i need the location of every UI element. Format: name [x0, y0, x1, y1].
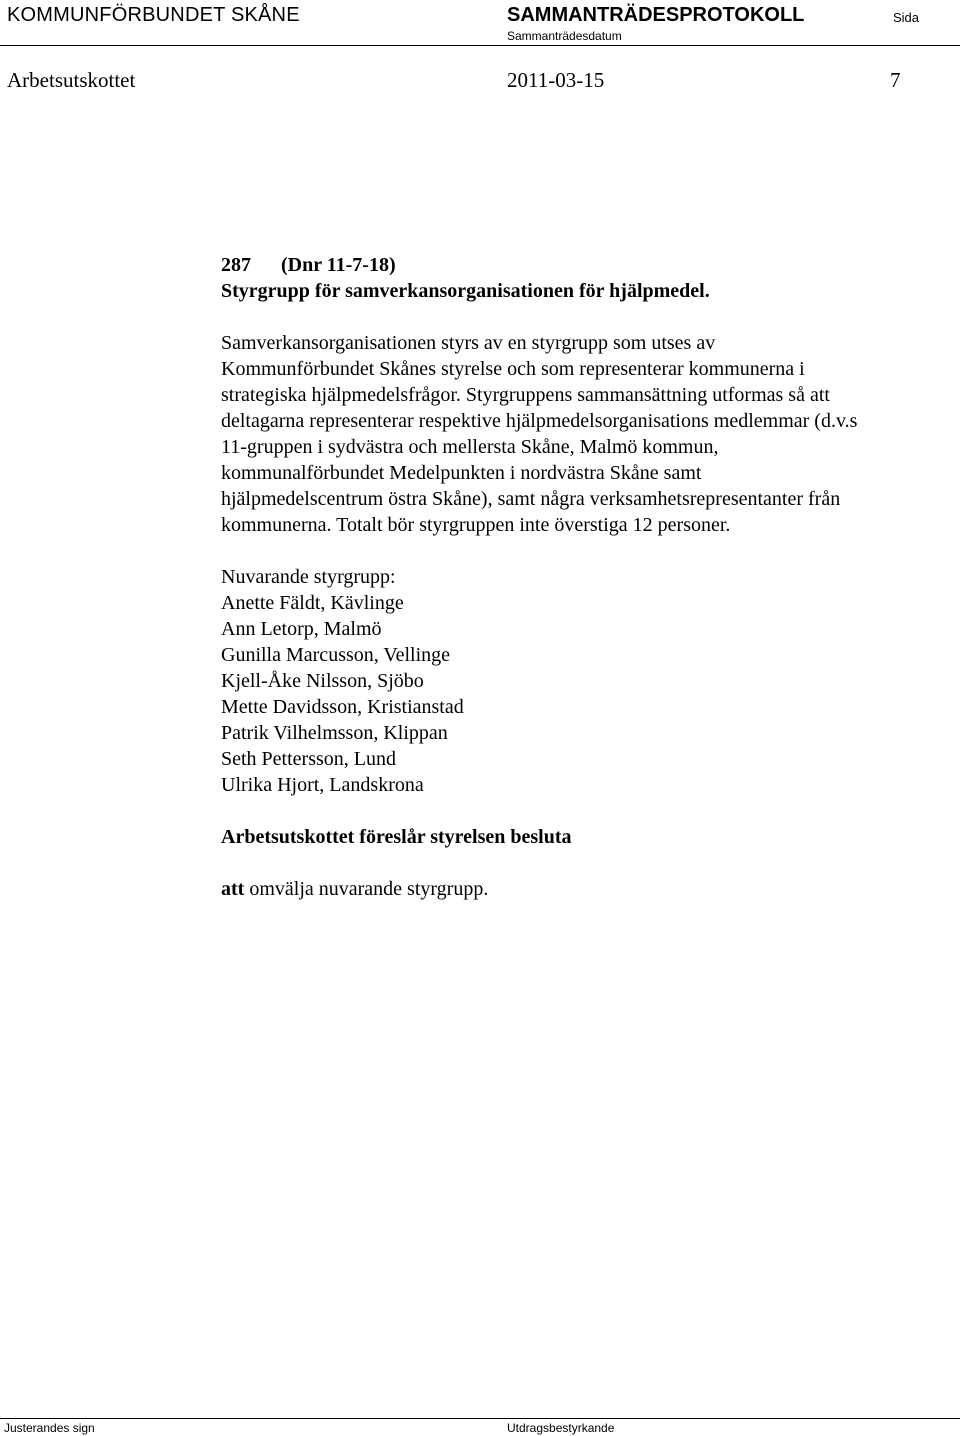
meeting-date-label: Sammanträdesdatum [507, 29, 622, 43]
document-type: SAMMANTRÄDESPROTOKOLL [507, 4, 805, 26]
decision-keyword: att [221, 878, 245, 900]
body-line: hjälpmedelscentrum östra Skåne), samt några verksamhetsrepresentanter från [221, 488, 841, 510]
member-item: Ann Letorp, Malmö [221, 618, 382, 640]
body-line: strategiska hjälpmedelsfrågor. Styrgruppens sammansättning utformas så att [221, 384, 830, 406]
page-number: 7 [890, 68, 901, 92]
member-item: Anette Fäldt, Kävlinge [221, 592, 404, 614]
member-item: Mette Davidsson, Kristianstad [221, 696, 464, 718]
footer-divider [0, 1418, 960, 1419]
member-item: Kjell-Åke Nilsson, Sjöbo [221, 670, 424, 692]
decision-line [221, 876, 941, 902]
body-line: Samverkansorganisationen styrs av en styrgrupp som utses av [221, 332, 716, 354]
committee-name: Arbetsutskottet [7, 68, 136, 92]
header-divider [0, 45, 960, 46]
body-line: kommunerna. Totalt bör styrgruppen inte överstiga 12 personer. [221, 514, 731, 536]
attest-label: Utdragsbestyrkande [507, 1421, 615, 1435]
member-item: Ulrika Hjort, Landskrona [221, 774, 424, 796]
case-dnr: (Dnr 11-7-18) [281, 254, 396, 276]
members-section [221, 564, 941, 798]
body-line: Kommunförbundet Skånes styrelse och som representerar kommunerna i [221, 358, 805, 380]
body-line: deltagarna representerar respektive hjälpmedelsorganisations medlemmar (d.v.s [221, 410, 858, 432]
case-title: Styrgrupp för samverkansorganisationen för hjälpmedel. [221, 280, 710, 302]
proposal-heading: Arbetsutskottet föreslår styrelsen besluta [221, 826, 572, 848]
signature-label: Justerandes sign [4, 1421, 95, 1435]
case-number: 287 [221, 254, 251, 276]
member-item: Gunilla Marcusson, Vellinge [221, 644, 451, 666]
member-item: Seth Pettersson, Lund [221, 748, 396, 770]
body-line: 11-gruppen i sydvästra och mellersta Skåne, Malmö kommun, [221, 436, 719, 458]
decision-text: omvälja nuvarande styrgrupp. [249, 878, 489, 900]
body-line: kommunalförbundet Medelpunkten i nordvästra Skåne samt [221, 462, 702, 484]
organization-name: KOMMUNFÖRBUNDET SKÅNE [7, 4, 300, 26]
members-heading: Nuvarande styrgrupp: [221, 566, 396, 588]
member-item: Patrik Vilhelmsson, Klippan [221, 722, 448, 744]
case-number-line [221, 252, 941, 278]
meeting-date: 2011-03-15 [507, 68, 605, 92]
body-paragraph [221, 330, 941, 538]
page-label: Sida [893, 10, 920, 25]
document-content [221, 252, 941, 902]
